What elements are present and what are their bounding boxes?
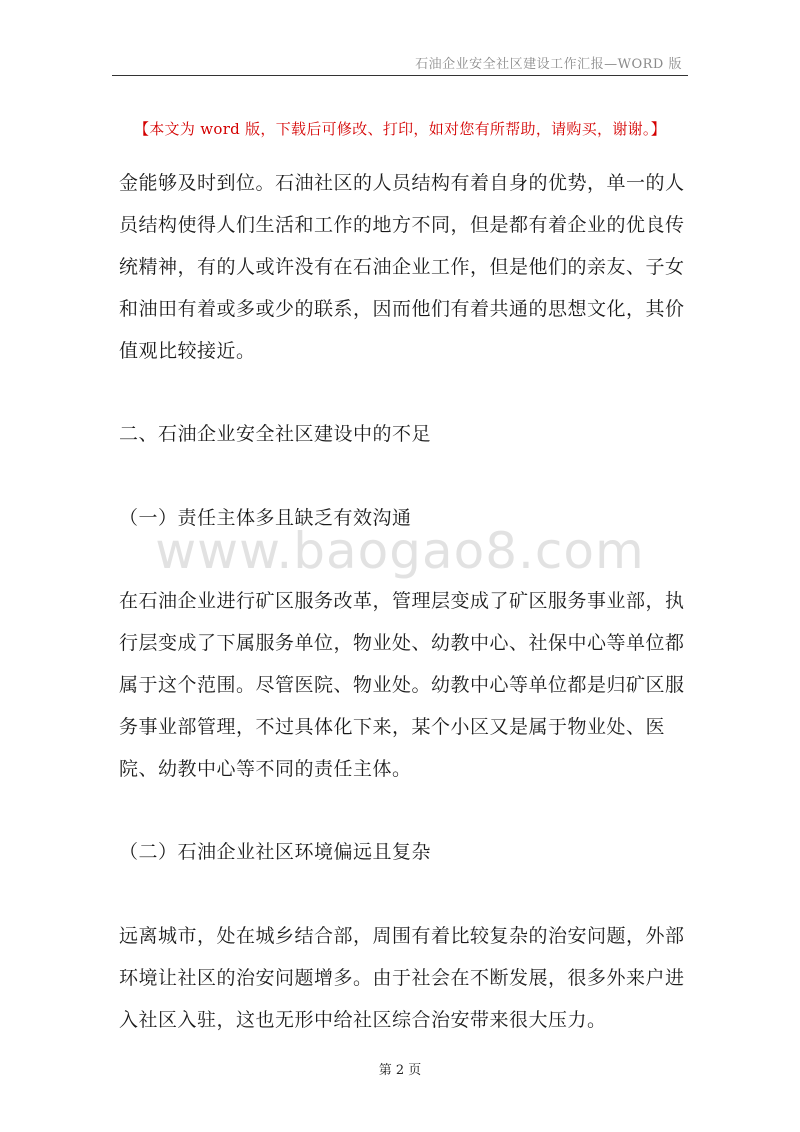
subsection-heading-1: （一）责任主体多且缺乏有效沟通 <box>119 507 412 529</box>
subsection-heading-2: （二）石油企业社区环境偏远且复杂 <box>119 841 432 863</box>
purchase-notice: 【本文为 word 版，下载后可修改、打印，如对您有所帮助，请购买，谢谢。】 <box>133 120 667 138</box>
header-divider <box>112 75 688 76</box>
page-number: 第 2 页 <box>378 1063 422 1078</box>
paragraph-3: 远离城市，处在城乡结合部，周围有着比较复杂的治安问题，外部环境让社区的治安问题增多。由于社会在不断发展，很多外来户进入社区入驻，这也无形中给社区综合治安带来很大压力。 <box>119 925 685 1031</box>
watermark: www.baogao8.com <box>155 522 645 580</box>
paragraph-1: 金能够及时到位。石油社区的人员结构有着自身的优势，单一的人员结构使得人们生活和工作的地方不同，但是都有着企业的优良传统精神，有的人或许没有在石油企业工作，但是他们的亲友、子女和油田有着或多或少的联系，因而他们有着共通的思想文化，其价值观比较接近。 <box>119 172 685 362</box>
section-heading-2: 二、石油企业安全社区建设中的不足 <box>119 423 432 445</box>
document-header-title: 石油企业安全社区建设工作汇报—WORD 版 <box>415 57 682 72</box>
paragraph-2: 在石油企业进行矿区服务改革，管理层变成了矿区服务事业部，执行层变成了下属服务单位，物业处、幼教中心、社保中心等单位都属于这个范围。尽管医院、物业处。幼教中心等单位都是归矿区服务事业部管理，不过具体化下来，某个小区又是属于物业处、医院、幼教中心等不同的责任主体。 <box>119 590 685 780</box>
